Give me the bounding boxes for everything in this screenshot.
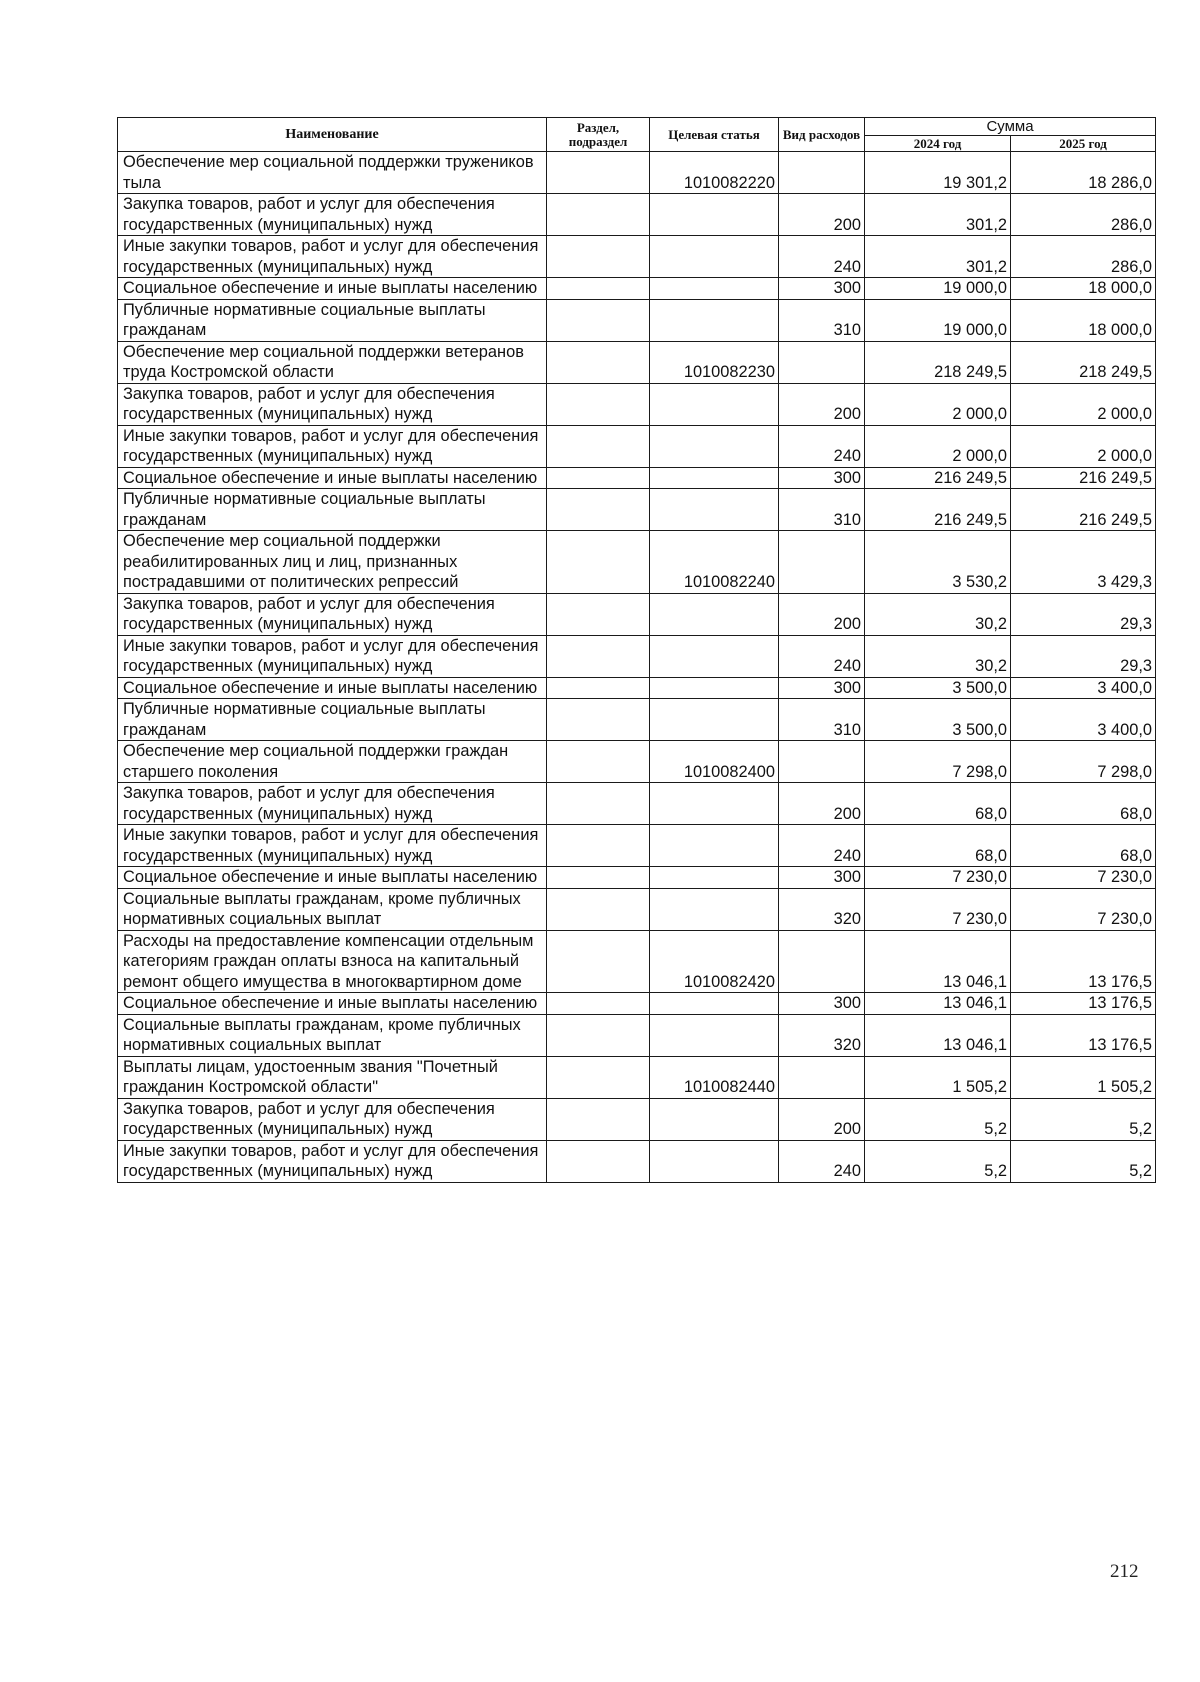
row-sum-2024: 7 230,0 xyxy=(865,867,1011,889)
table-row xyxy=(118,383,1156,425)
table-row xyxy=(118,825,1156,867)
row-target-code xyxy=(650,1098,779,1140)
row-sum-2024: 218 249,5 xyxy=(865,341,1011,383)
header-year-2025: 2025 год xyxy=(1011,136,1156,152)
table-row xyxy=(118,236,1156,278)
row-sum-2024: 68,0 xyxy=(865,783,1011,825)
row-section xyxy=(547,489,650,531)
row-section xyxy=(547,341,650,383)
row-name: Публичные нормативные социальные выплаты гражданам xyxy=(118,699,547,741)
row-section xyxy=(547,635,650,677)
row-expense-kind: 200 xyxy=(779,593,865,635)
row-name: Закупка товаров, работ и услуг для обеспечения государственных (муниципальных) нужд xyxy=(118,383,547,425)
row-name: Закупка товаров, работ и услуг для обеспечения государственных (муниципальных) нужд xyxy=(118,783,547,825)
row-target-code xyxy=(650,425,779,467)
row-sum-2024: 301,2 xyxy=(865,236,1011,278)
row-name: Закупка товаров, работ и услуг для обеспечения государственных (муниципальных) нужд xyxy=(118,1098,547,1140)
row-target-code xyxy=(650,825,779,867)
row-section xyxy=(547,741,650,783)
row-target-code xyxy=(650,635,779,677)
row-section xyxy=(547,593,650,635)
row-sum-2024: 216 249,5 xyxy=(865,489,1011,531)
row-sum-2024: 301,2 xyxy=(865,194,1011,236)
row-sum-2025: 3 429,3 xyxy=(1011,531,1156,594)
row-sum-2025: 13 176,5 xyxy=(1011,1014,1156,1056)
row-sum-2024: 13 046,1 xyxy=(865,1014,1011,1056)
row-expense-kind: 320 xyxy=(779,888,865,930)
table-row xyxy=(118,783,1156,825)
row-name: Социальное обеспечение и иные выплаты населению xyxy=(118,467,547,489)
table-row xyxy=(118,888,1156,930)
row-expense-kind xyxy=(779,741,865,783)
row-name: Иные закупки товаров, работ и услуг для обеспечения государственных (муниципальных) нужд xyxy=(118,825,547,867)
row-section xyxy=(547,299,650,341)
row-expense-kind: 310 xyxy=(779,489,865,531)
row-sum-2024: 13 046,1 xyxy=(865,993,1011,1015)
row-section xyxy=(547,383,650,425)
table-row xyxy=(118,152,1156,194)
table-row xyxy=(118,993,1156,1015)
row-expense-kind: 240 xyxy=(779,425,865,467)
header-sum: Сумма xyxy=(865,118,1156,136)
table-row xyxy=(118,1056,1156,1098)
row-sum-2025: 286,0 xyxy=(1011,194,1156,236)
table-row xyxy=(118,1014,1156,1056)
header-year-2024: 2024 год xyxy=(865,136,1011,152)
row-sum-2025: 3 400,0 xyxy=(1011,677,1156,699)
row-section xyxy=(547,1098,650,1140)
row-sum-2024: 7 298,0 xyxy=(865,741,1011,783)
row-name: Обеспечение мер социальной поддержки граждан старшего поколения xyxy=(118,741,547,783)
row-target-code: 1010082220 xyxy=(650,152,779,194)
row-expense-kind xyxy=(779,341,865,383)
row-expense-kind: 240 xyxy=(779,635,865,677)
row-sum-2024: 2 000,0 xyxy=(865,383,1011,425)
row-section xyxy=(547,1014,650,1056)
table-row xyxy=(118,467,1156,489)
row-sum-2024: 13 046,1 xyxy=(865,930,1011,993)
row-target-code: 1010082440 xyxy=(650,1056,779,1098)
table-row xyxy=(118,593,1156,635)
row-sum-2025: 5,2 xyxy=(1011,1140,1156,1182)
row-expense-kind xyxy=(779,531,865,594)
row-target-code xyxy=(650,236,779,278)
row-target-code: 1010082240 xyxy=(650,531,779,594)
row-sum-2024: 19 000,0 xyxy=(865,278,1011,300)
row-target-code xyxy=(650,1140,779,1182)
row-section xyxy=(547,236,650,278)
table-row xyxy=(118,278,1156,300)
row-sum-2025: 1 505,2 xyxy=(1011,1056,1156,1098)
table-row xyxy=(118,299,1156,341)
row-sum-2024: 7 230,0 xyxy=(865,888,1011,930)
row-name: Иные закупки товаров, работ и услуг для обеспечения государственных (муниципальных) нужд xyxy=(118,1140,547,1182)
row-section xyxy=(547,467,650,489)
row-expense-kind: 300 xyxy=(779,677,865,699)
row-expense-kind xyxy=(779,1056,865,1098)
row-target-code xyxy=(650,867,779,889)
row-target-code: 1010082230 xyxy=(650,341,779,383)
row-sum-2024: 5,2 xyxy=(865,1098,1011,1140)
row-name: Расходы на предоставление компенсации отдельным категориям граждан оплаты взноса на капитальный ремонт общего имущества в многоквартирном доме xyxy=(118,930,547,993)
row-section xyxy=(547,930,650,993)
table-row xyxy=(118,341,1156,383)
row-name: Обеспечение мер социальной поддержки реабилитированных лиц и лиц, признанных пострадавшими от политических репрессий xyxy=(118,531,547,594)
row-name: Публичные нормативные социальные выплаты гражданам xyxy=(118,299,547,341)
row-section xyxy=(547,699,650,741)
row-section xyxy=(547,425,650,467)
row-sum-2025: 218 249,5 xyxy=(1011,341,1156,383)
row-expense-kind: 200 xyxy=(779,383,865,425)
row-section xyxy=(547,278,650,300)
table-row xyxy=(118,635,1156,677)
row-sum-2025: 7 230,0 xyxy=(1011,888,1156,930)
row-sum-2024: 3 530,2 xyxy=(865,531,1011,594)
row-target-code xyxy=(650,699,779,741)
row-sum-2025: 18 000,0 xyxy=(1011,299,1156,341)
row-target-code xyxy=(650,593,779,635)
row-expense-kind xyxy=(779,930,865,993)
row-section xyxy=(547,194,650,236)
row-sum-2025: 216 249,5 xyxy=(1011,489,1156,531)
row-name: Обеспечение мер социальной поддержки ветеранов труда Костромской области xyxy=(118,341,547,383)
table-row xyxy=(118,531,1156,594)
row-sum-2025: 2 000,0 xyxy=(1011,425,1156,467)
row-name: Социальное обеспечение и иные выплаты населению xyxy=(118,278,547,300)
row-target-code xyxy=(650,489,779,531)
row-section xyxy=(547,825,650,867)
row-sum-2025: 13 176,5 xyxy=(1011,993,1156,1015)
row-expense-kind: 310 xyxy=(779,299,865,341)
row-expense-kind: 300 xyxy=(779,867,865,889)
row-sum-2025: 68,0 xyxy=(1011,783,1156,825)
row-section xyxy=(547,1140,650,1182)
row-section xyxy=(547,993,650,1015)
row-name: Иные закупки товаров, работ и услуг для обеспечения государственных (муниципальных) нужд xyxy=(118,236,547,278)
header-kind: Вид расходов xyxy=(779,118,865,152)
table-row xyxy=(118,194,1156,236)
row-name: Социальные выплаты гражданам, кроме публичных нормативных социальных выплат xyxy=(118,888,547,930)
row-name: Закупка товаров, работ и услуг для обеспечения государственных (муниципальных) нужд xyxy=(118,194,547,236)
table-row xyxy=(118,930,1156,993)
row-sum-2024: 30,2 xyxy=(865,635,1011,677)
table-row xyxy=(118,1140,1156,1182)
header-section: Раздел, подраздел xyxy=(547,118,650,152)
table-row xyxy=(118,489,1156,531)
row-name: Закупка товаров, работ и услуг для обеспечения государственных (муниципальных) нужд xyxy=(118,593,547,635)
row-sum-2025: 7 298,0 xyxy=(1011,741,1156,783)
row-target-code xyxy=(650,467,779,489)
row-target-code xyxy=(650,677,779,699)
row-sum-2024: 3 500,0 xyxy=(865,677,1011,699)
row-target-code xyxy=(650,783,779,825)
row-sum-2025: 29,3 xyxy=(1011,593,1156,635)
row-sum-2024: 1 505,2 xyxy=(865,1056,1011,1098)
row-section xyxy=(547,867,650,889)
table-body xyxy=(118,152,1156,1183)
row-sum-2024: 3 500,0 xyxy=(865,699,1011,741)
row-section xyxy=(547,152,650,194)
row-target-code: 1010082420 xyxy=(650,930,779,993)
row-expense-kind: 310 xyxy=(779,699,865,741)
row-name: Иные закупки товаров, работ и услуг для обеспечения государственных (муниципальных) нужд xyxy=(118,425,547,467)
row-sum-2025: 68,0 xyxy=(1011,825,1156,867)
table-row xyxy=(118,425,1156,467)
row-section xyxy=(547,677,650,699)
row-section xyxy=(547,783,650,825)
row-name: Обеспечение мер социальной поддержки тружеников тыла xyxy=(118,152,547,194)
row-target-code xyxy=(650,278,779,300)
row-sum-2024: 30,2 xyxy=(865,593,1011,635)
row-section xyxy=(547,531,650,594)
row-name: Социальное обеспечение и иные выплаты населению xyxy=(118,677,547,699)
row-target-code xyxy=(650,194,779,236)
row-target-code xyxy=(650,299,779,341)
table-row xyxy=(118,677,1156,699)
table-row xyxy=(118,699,1156,741)
row-expense-kind: 240 xyxy=(779,825,865,867)
row-sum-2024: 2 000,0 xyxy=(865,425,1011,467)
row-name: Социальное обеспечение и иные выплаты населению xyxy=(118,867,547,889)
budget-table xyxy=(117,117,1156,1183)
table-row xyxy=(118,741,1156,783)
table-row xyxy=(118,867,1156,889)
row-target-code xyxy=(650,1014,779,1056)
row-target-code xyxy=(650,888,779,930)
row-expense-kind: 300 xyxy=(779,278,865,300)
row-sum-2024: 216 249,5 xyxy=(865,467,1011,489)
row-name: Иные закупки товаров, работ и услуг для обеспечения государственных (муниципальных) нужд xyxy=(118,635,547,677)
row-expense-kind: 200 xyxy=(779,194,865,236)
row-sum-2025: 18 000,0 xyxy=(1011,278,1156,300)
row-sum-2025: 13 176,5 xyxy=(1011,930,1156,993)
row-name: Социальное обеспечение и иные выплаты населению xyxy=(118,993,547,1015)
row-sum-2025: 29,3 xyxy=(1011,635,1156,677)
row-target-code: 1010082400 xyxy=(650,741,779,783)
row-section xyxy=(547,1056,650,1098)
row-expense-kind: 240 xyxy=(779,1140,865,1182)
row-sum-2025: 5,2 xyxy=(1011,1098,1156,1140)
row-name: Социальные выплаты гражданам, кроме публичных нормативных социальных выплат xyxy=(118,1014,547,1056)
page-number: 212 xyxy=(1110,1561,1139,1582)
row-sum-2025: 7 230,0 xyxy=(1011,867,1156,889)
row-section xyxy=(547,888,650,930)
row-sum-2025: 2 000,0 xyxy=(1011,383,1156,425)
table-header xyxy=(118,118,1156,152)
row-sum-2025: 18 286,0 xyxy=(1011,152,1156,194)
row-name: Публичные нормативные социальные выплаты гражданам xyxy=(118,489,547,531)
row-sum-2024: 68,0 xyxy=(865,825,1011,867)
row-expense-kind: 320 xyxy=(779,1014,865,1056)
row-expense-kind: 300 xyxy=(779,993,865,1015)
row-expense-kind xyxy=(779,152,865,194)
row-sum-2025: 3 400,0 xyxy=(1011,699,1156,741)
row-sum-2024: 19 301,2 xyxy=(865,152,1011,194)
header-name: Наименование xyxy=(118,118,547,152)
row-expense-kind: 300 xyxy=(779,467,865,489)
row-target-code xyxy=(650,993,779,1015)
row-expense-kind: 200 xyxy=(779,1098,865,1140)
row-expense-kind: 200 xyxy=(779,783,865,825)
row-name: Выплаты лицам, удостоенным звания "Почетный гражданин Костромской области" xyxy=(118,1056,547,1098)
header-target: Целевая статья xyxy=(650,118,779,152)
row-target-code xyxy=(650,383,779,425)
row-sum-2025: 286,0 xyxy=(1011,236,1156,278)
row-sum-2024: 5,2 xyxy=(865,1140,1011,1182)
row-sum-2024: 19 000,0 xyxy=(865,299,1011,341)
table-row xyxy=(118,1098,1156,1140)
row-sum-2025: 216 249,5 xyxy=(1011,467,1156,489)
row-expense-kind: 240 xyxy=(779,236,865,278)
